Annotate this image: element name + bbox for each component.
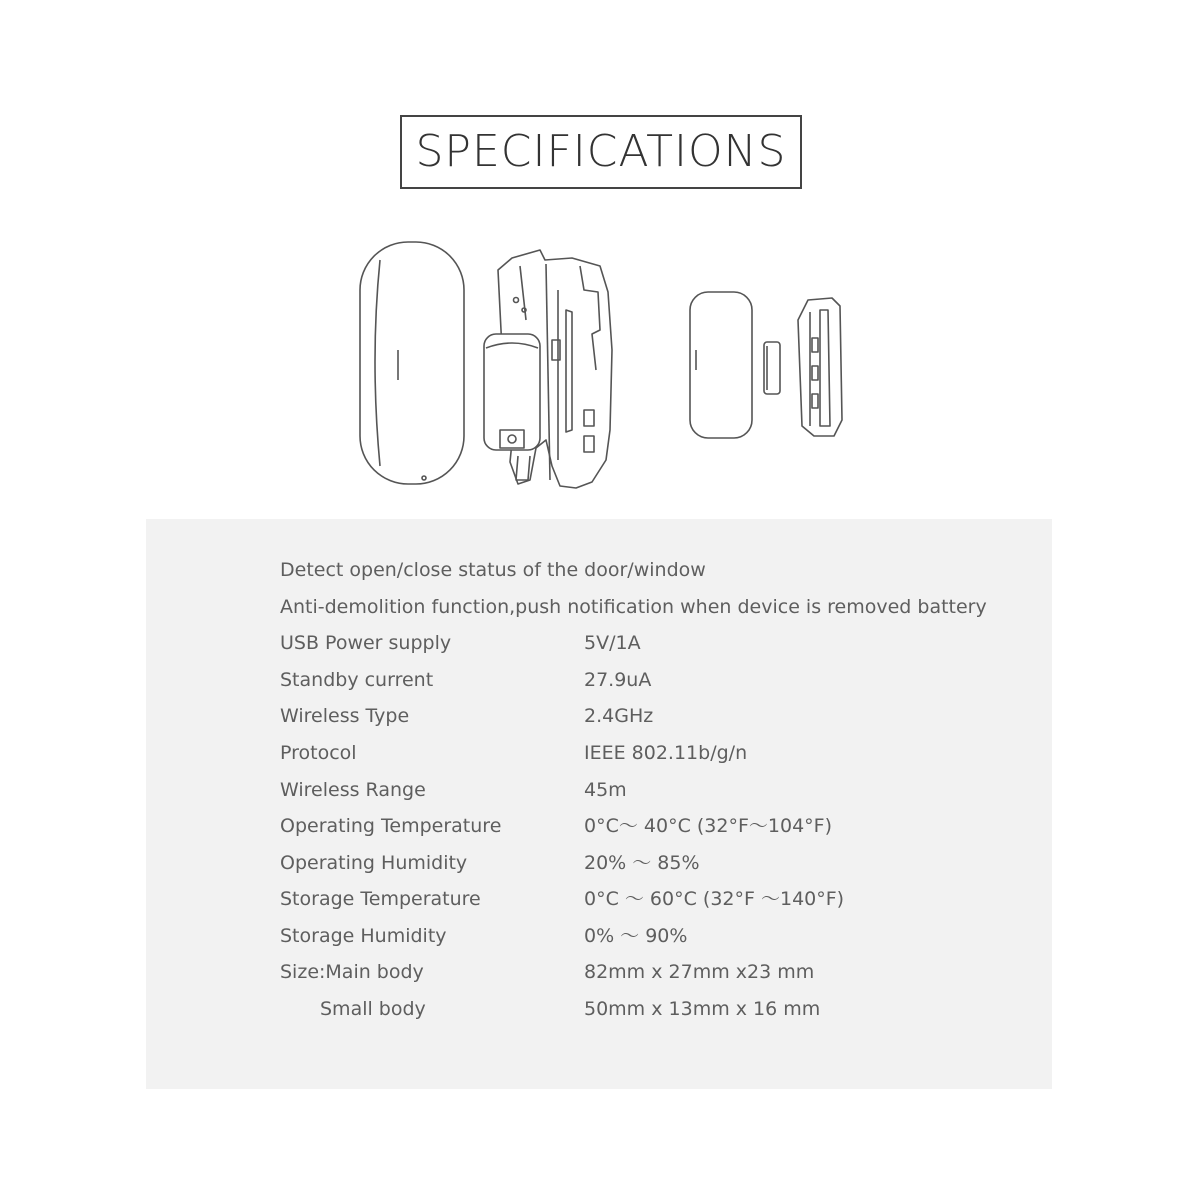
spec-value: 2.4GHz <box>584 705 654 727</box>
spec-value: 5V/1A <box>584 632 641 654</box>
page-title: SPECIFICATIONS <box>415 126 787 177</box>
spec-label: Storage Temperature <box>280 888 481 910</box>
spec-label: USB Power supply <box>280 632 452 654</box>
spec-label: Standby current <box>280 669 434 691</box>
spec-label: Operating Humidity <box>280 852 468 874</box>
spec-value: 20% ～ 85% <box>584 852 700 874</box>
main-body-cover-drawing <box>360 242 464 484</box>
title-box <box>400 115 802 189</box>
magnet-drawing <box>764 342 780 394</box>
spec-value: 0°C～ 40°C (32°F～104°F) <box>584 815 833 837</box>
spec-label: Wireless Type <box>280 705 410 727</box>
spec-label: Small body <box>320 998 426 1020</box>
spec-value: IEEE 802.11b/g/n <box>584 742 748 764</box>
spec-value: 27.9uA <box>584 669 652 691</box>
spec-label: Operating Temperature <box>280 815 502 837</box>
product-exploded-drawing <box>340 230 880 510</box>
spec-value: 0°C ～ 60°C (32°F ～140°F) <box>584 888 845 910</box>
spec-label: Wireless Range <box>280 779 426 801</box>
spec-label: Size:Main body <box>280 961 424 983</box>
spec-label: Protocol <box>280 742 357 764</box>
spec-value: 82mm x 27mm x23 mm <box>584 961 815 983</box>
spec-value: 45m <box>584 779 627 801</box>
spec-value: 50mm x 13mm x 16 mm <box>584 998 821 1020</box>
magnet-housing-drawing <box>798 298 842 436</box>
spec-value: 0% ～ 90% <box>584 925 688 947</box>
magnet-body-drawing <box>690 292 752 438</box>
spec-panel: Detect open/close status of the door/window Anti-demolition function,push notification when device is removed battery USB Power supply 5V/1A Standby current 27.9uA Wireless Type 2.4GHz Protocol IEEE 802.11b/g/n Wireless Range 45m Operating Temperature 0°C～ 40°C (32°F～104°F) Operating Humidity 20% ～ 85% Storage Temperature 0°C ～ 60°C (32°F ～140°F) Storage Humidity 0% ～ 90% Size:Main body 82mm x 27mm x23 mm Small body 50mm x 13mm x 16 mm <box>146 519 1052 1089</box>
main-body-frame-drawing <box>484 250 612 488</box>
spec-label: Storage Humidity <box>280 925 447 947</box>
